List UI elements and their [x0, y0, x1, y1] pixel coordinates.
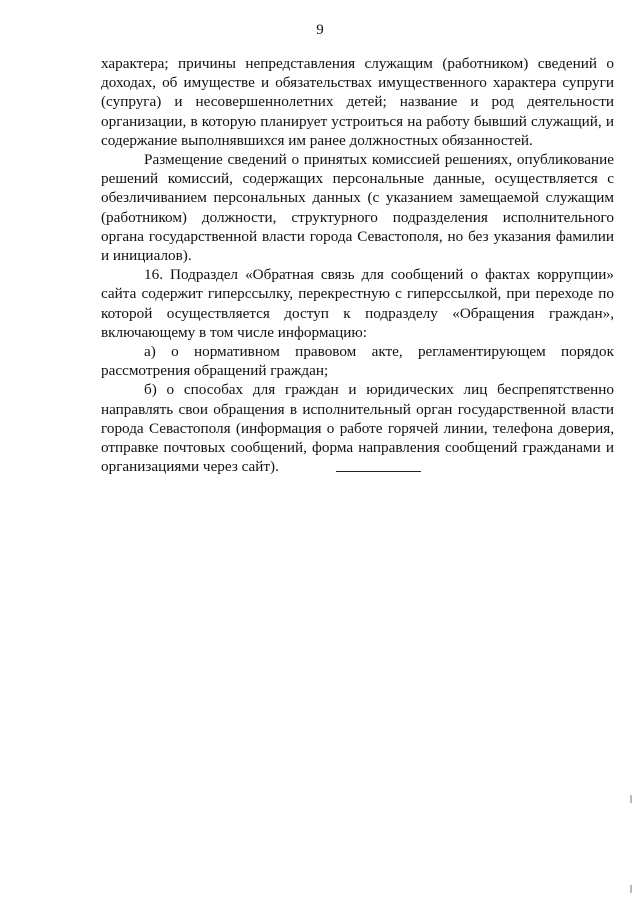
scan-edge-mark [630, 885, 632, 893]
document-body [101, 54, 614, 476]
paragraph-item-16: 16. Подраздел «Обратная связь для сообщений о фактах коррупции» сайта содержит гиперссылку, перекрестную с гиперссылкой, при переходе по которой осуществляется доступ к подразделу «Обращения граждан», включающему в том числе информацию: [101, 266, 614, 341]
paragraph-continuation: характера; причины непредставления служащим (работником) сведений о доходах, об имуществе и обязательствах имущественного характера супруги (супруга) и несовершеннолетних детей; название и род деятельности организации, в которую планирует устроиться на работу бывший служащий, и содержание выполнявшихся им ранее должностных обязанностей. [101, 55, 614, 149]
scan-edge-mark [630, 795, 632, 803]
paragraph-publication: Размещение сведений о принятых комиссией решениях, опубликование решений комиссий, содержащих персональные данные, осуществляется с обезличиванием персональных данных (с указанием замещаемой служащим (работником) должности, структурного подразделения исполнительного органа государственной власти города Севастополя, но без указания фамилии и инициалов). [101, 151, 614, 265]
end-of-document-rule [336, 471, 421, 472]
page-number: 9 [316, 22, 324, 38]
paragraph-subitem-b: б) о способах для граждан и юридических лиц беспрепятственно направлять свои обращения в исполнительный орган государственной власти города Севастополя (информация о работе горячей линии, телефона доверия, отправке почтовых сообщений, форма направления сообщений гражданами и организациями через сайт). [101, 381, 614, 476]
paragraph-subitem-a: а) о нормативном правовом акте, регламентирующем порядок рассмотрения обращений граждан; [101, 343, 614, 380]
